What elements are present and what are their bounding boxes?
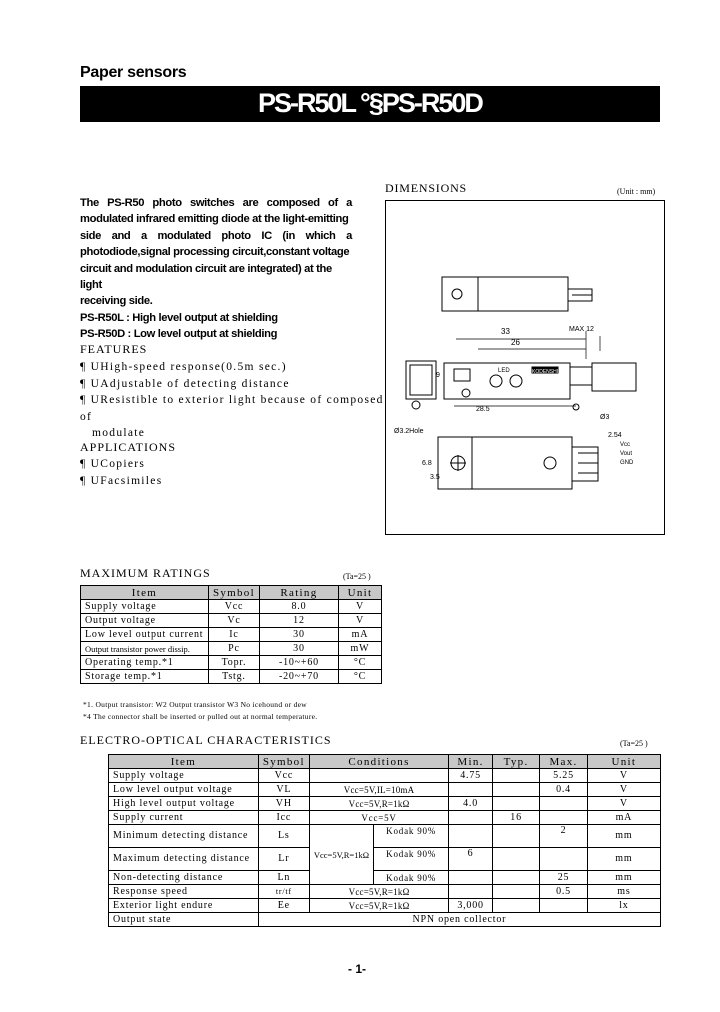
cell-unit: V (338, 600, 381, 614)
header-max: Max. (540, 755, 588, 769)
cell-item: Output voltage (81, 614, 209, 628)
sensor-bottom-view (438, 437, 598, 489)
intro-line: modulated infrared emitting diode at the light-emitting (80, 213, 349, 226)
hole-label: Ø3.2Hole (394, 428, 424, 435)
cell-rating: -20~+70 (259, 670, 338, 684)
cell-conditions: Vcc=5V,R=1kΩ (309, 885, 448, 899)
cell-item: Output transistor power dissip. (81, 642, 209, 656)
cell-symbol: Vc (208, 614, 259, 628)
feature-item: modulate (92, 427, 146, 439)
header-conditions: Conditions (309, 755, 448, 769)
cell-paper: Kodak 90% (374, 848, 449, 871)
features-heading: FEATURES (80, 342, 148, 356)
max-ratings-table (80, 585, 382, 684)
cell-rating: 30 (259, 628, 338, 642)
header-typ: Typ. (492, 755, 539, 769)
cell-paper: Kodak 90% (374, 825, 449, 848)
cell-max (540, 797, 588, 811)
page-number: - 1- (348, 962, 366, 976)
cell-symbol: Lr (258, 848, 309, 871)
cell-symbol: Ln (258, 871, 309, 885)
cell-conditions: Vcc=5V,IL=10mA (309, 783, 448, 797)
electro-heading: ELECTRO-OPTICAL CHARACTERISTICS (80, 733, 332, 747)
cell-unit: mm (587, 848, 660, 871)
cell-symbol: Vcc (258, 769, 309, 783)
cell-paper: Kodak 90% (374, 871, 449, 885)
cell-min (449, 783, 493, 797)
dimension-drawing (386, 201, 664, 534)
feature-item: ¶ UHigh-speed response(0.5m sec.) (80, 361, 287, 373)
cell-symbol: Ls (258, 825, 309, 848)
dim-33-label: 33 (501, 327, 510, 336)
feature-item: ¶ UAdjustable of detecting distance (80, 377, 290, 390)
table-row (109, 783, 661, 797)
cell-min (449, 871, 493, 885)
dim-26-label: 26 (511, 338, 520, 347)
cell-typ (492, 797, 539, 811)
sensor-top-view (442, 277, 592, 311)
pin-vcc-label: Vcc (620, 442, 631, 448)
table-row (81, 600, 382, 614)
cell-unit: mA (587, 811, 660, 825)
brand-label: KODENSHI (532, 369, 559, 375)
dimension-lines (454, 331, 600, 406)
max-ratings-condition: (Ta=25 ) (343, 572, 371, 581)
dim-28-5-label: 28.5 (476, 406, 490, 413)
cell-unit: lx (587, 899, 660, 913)
table-row (81, 642, 382, 656)
cell-min: 4.0 (449, 797, 493, 811)
table-row (109, 913, 661, 927)
cell-item: Supply voltage (109, 769, 259, 783)
table-header-row (109, 755, 661, 769)
model-title: PS-R50L °§PS-R50D (258, 88, 482, 118)
cell-unit: V (587, 769, 660, 783)
cell-item: Low level output current (81, 628, 209, 642)
cell-unit: °C (338, 670, 381, 684)
cell-rating: 12 (259, 614, 338, 628)
cell-item: Operating temp.*1 (81, 656, 209, 670)
cell-unit: ms (587, 885, 660, 899)
cell-distance-conditions: Vcc=5V,R=1kΩ (309, 825, 373, 885)
table-row (109, 899, 661, 913)
dim-max12-label: MAX 12 (569, 326, 594, 333)
cell-rating: -10~+60 (259, 656, 338, 670)
cell-symbol: Topr. (208, 656, 259, 670)
cell-item: Low level output voltage (109, 783, 259, 797)
table-row (81, 656, 382, 670)
cell-min: 3,000 (449, 899, 493, 913)
cell-max: 25 (540, 871, 588, 885)
header-symbol: Symbol (258, 755, 309, 769)
cell-rating: 30 (259, 642, 338, 656)
cell-typ (492, 769, 539, 783)
cell-symbol: VL (258, 783, 309, 797)
cell-typ (492, 871, 539, 885)
dimensions-drawing-box (385, 200, 665, 535)
cell-item: Exterior light endure (109, 899, 259, 913)
cell-unit: mm (587, 871, 660, 885)
intro-line: photodiode,signal processing circuit,constant voltage (80, 246, 350, 259)
cell-item: Response speed (109, 885, 259, 899)
intro-line: circuit and modulation circuit are integrated) at the light (80, 262, 332, 292)
cell-unit: °C (338, 656, 381, 670)
cell-rating: 8.0 (259, 600, 338, 614)
intro-paragraph (80, 195, 352, 343)
cell-symbol: Tstg. (208, 670, 259, 684)
note-line: *1. Output transistor: W2 Output transistor W3 No icehound or dew (83, 700, 307, 709)
intro-line: receiving side. (80, 295, 153, 308)
cell-min (449, 825, 493, 848)
cell-typ (492, 848, 539, 871)
feature-item: ¶ UResistible to exterior light because of composed of (80, 394, 384, 423)
table-row (109, 871, 661, 885)
header-min: Min. (449, 755, 493, 769)
model-title-bar (80, 86, 660, 122)
cell-min: 6 (449, 848, 493, 871)
cell-typ (492, 899, 539, 913)
header-unit: Unit (338, 586, 381, 600)
cell-item: Output state (109, 913, 259, 927)
application-item: ¶ UCopiers (80, 458, 146, 470)
cell-typ: 16 (492, 811, 539, 825)
cell-conditions: Vcc=5V (309, 811, 448, 825)
header-unit: Unit (587, 755, 660, 769)
cell-unit: V (587, 797, 660, 811)
cell-unit: V (587, 783, 660, 797)
applications-list (80, 456, 162, 489)
cell-symbol: Ic (208, 628, 259, 642)
cell-max: 2 (540, 825, 588, 848)
header-rating: Rating (259, 586, 338, 600)
electro-condition: (Ta=25 ) (620, 739, 648, 748)
table-row (109, 769, 661, 783)
category-title: Paper sensors (80, 64, 187, 81)
cell-typ (492, 885, 539, 899)
cell-typ (492, 783, 539, 797)
cell-item: Minimum detecting distance (109, 825, 259, 848)
dim-2-54-label: 2.54 (608, 432, 622, 439)
dim-6-8-label: 6.8 (422, 460, 432, 467)
cell-item: Supply voltage (81, 600, 209, 614)
cell-item: Storage temp.*1 (81, 670, 209, 684)
table-row (109, 825, 661, 848)
dim-3-5-label: 3.5 (430, 474, 440, 481)
table-row (109, 797, 661, 811)
header-item: Item (109, 755, 259, 769)
applications-heading: APPLICATIONS (80, 440, 177, 454)
sensor-side-view (406, 361, 636, 410)
cell-symbol: Vcc (208, 600, 259, 614)
cell-symbol: Ee (258, 899, 309, 913)
table-row (81, 670, 382, 684)
cell-unit: mA (338, 628, 381, 642)
cell-max (540, 899, 588, 913)
intro-line: The PS-R50 photo switches are composed of a (80, 197, 352, 209)
cell-item: Maximum detecting distance (109, 848, 259, 871)
pin-vout-label: Vout (620, 451, 633, 457)
cell-min (449, 885, 493, 899)
cell-output-state: NPN open collector (258, 913, 660, 927)
cell-item: Supply current (109, 811, 259, 825)
note-line: *4 The connector shall be inserted or pulled out at normal temperature. (83, 712, 318, 721)
cell-symbol: VH (258, 797, 309, 811)
cell-symbol: tr/tf (258, 885, 309, 899)
intro-line: PS-R50D : Low level output at shielding (80, 328, 278, 341)
cell-conditions (309, 769, 448, 783)
max-ratings-heading: MAXIMUM RATINGS (80, 566, 211, 580)
cell-min (449, 811, 493, 825)
table-row (81, 614, 382, 628)
cell-min: 4.75 (449, 769, 493, 783)
dimensions-heading: DIMENSIONS (385, 181, 468, 195)
intro-line: PS-R50L : High level output at shielding (80, 311, 278, 324)
cell-item: Non-detecting distance (109, 871, 259, 885)
dim-9-label: 9 (436, 372, 440, 379)
cell-symbol: Pc (208, 642, 259, 656)
features-list (80, 359, 385, 442)
cell-max: 0.4 (540, 783, 588, 797)
table-header-row (81, 586, 382, 600)
electro-table (108, 754, 661, 927)
header-item: Item (81, 586, 209, 600)
cell-max (540, 811, 588, 825)
cell-unit: mm (587, 825, 660, 848)
cell-typ (492, 825, 539, 848)
dimensions-unit: (Unit : mm) (617, 187, 656, 196)
intro-line: side and a modulated photo IC (in which a (80, 229, 352, 242)
cell-unit: V (338, 614, 381, 628)
cell-max (540, 848, 588, 871)
cell-conditions: Vcc=5V,R=1kΩ (309, 899, 448, 913)
cell-max: 0.5 (540, 885, 588, 899)
led-label: LED (498, 368, 510, 374)
table-row (81, 628, 382, 642)
pin-gnd-label: GND (620, 460, 634, 466)
cell-item: High level output voltage (109, 797, 259, 811)
cell-symbol: Icc (258, 811, 309, 825)
application-item: ¶ UFacsimiles (80, 474, 163, 487)
header-symbol: Symbol (208, 586, 259, 600)
table-row (109, 811, 661, 825)
table-row (109, 848, 661, 871)
cell-conditions: Vcc=5V,R=1kΩ (309, 797, 448, 811)
table-row (109, 885, 661, 899)
cell-unit: mW (338, 642, 381, 656)
dim-phi3-label: Ø3 (600, 414, 610, 421)
cell-max: 5.25 (540, 769, 588, 783)
ratings-notes (83, 699, 317, 723)
